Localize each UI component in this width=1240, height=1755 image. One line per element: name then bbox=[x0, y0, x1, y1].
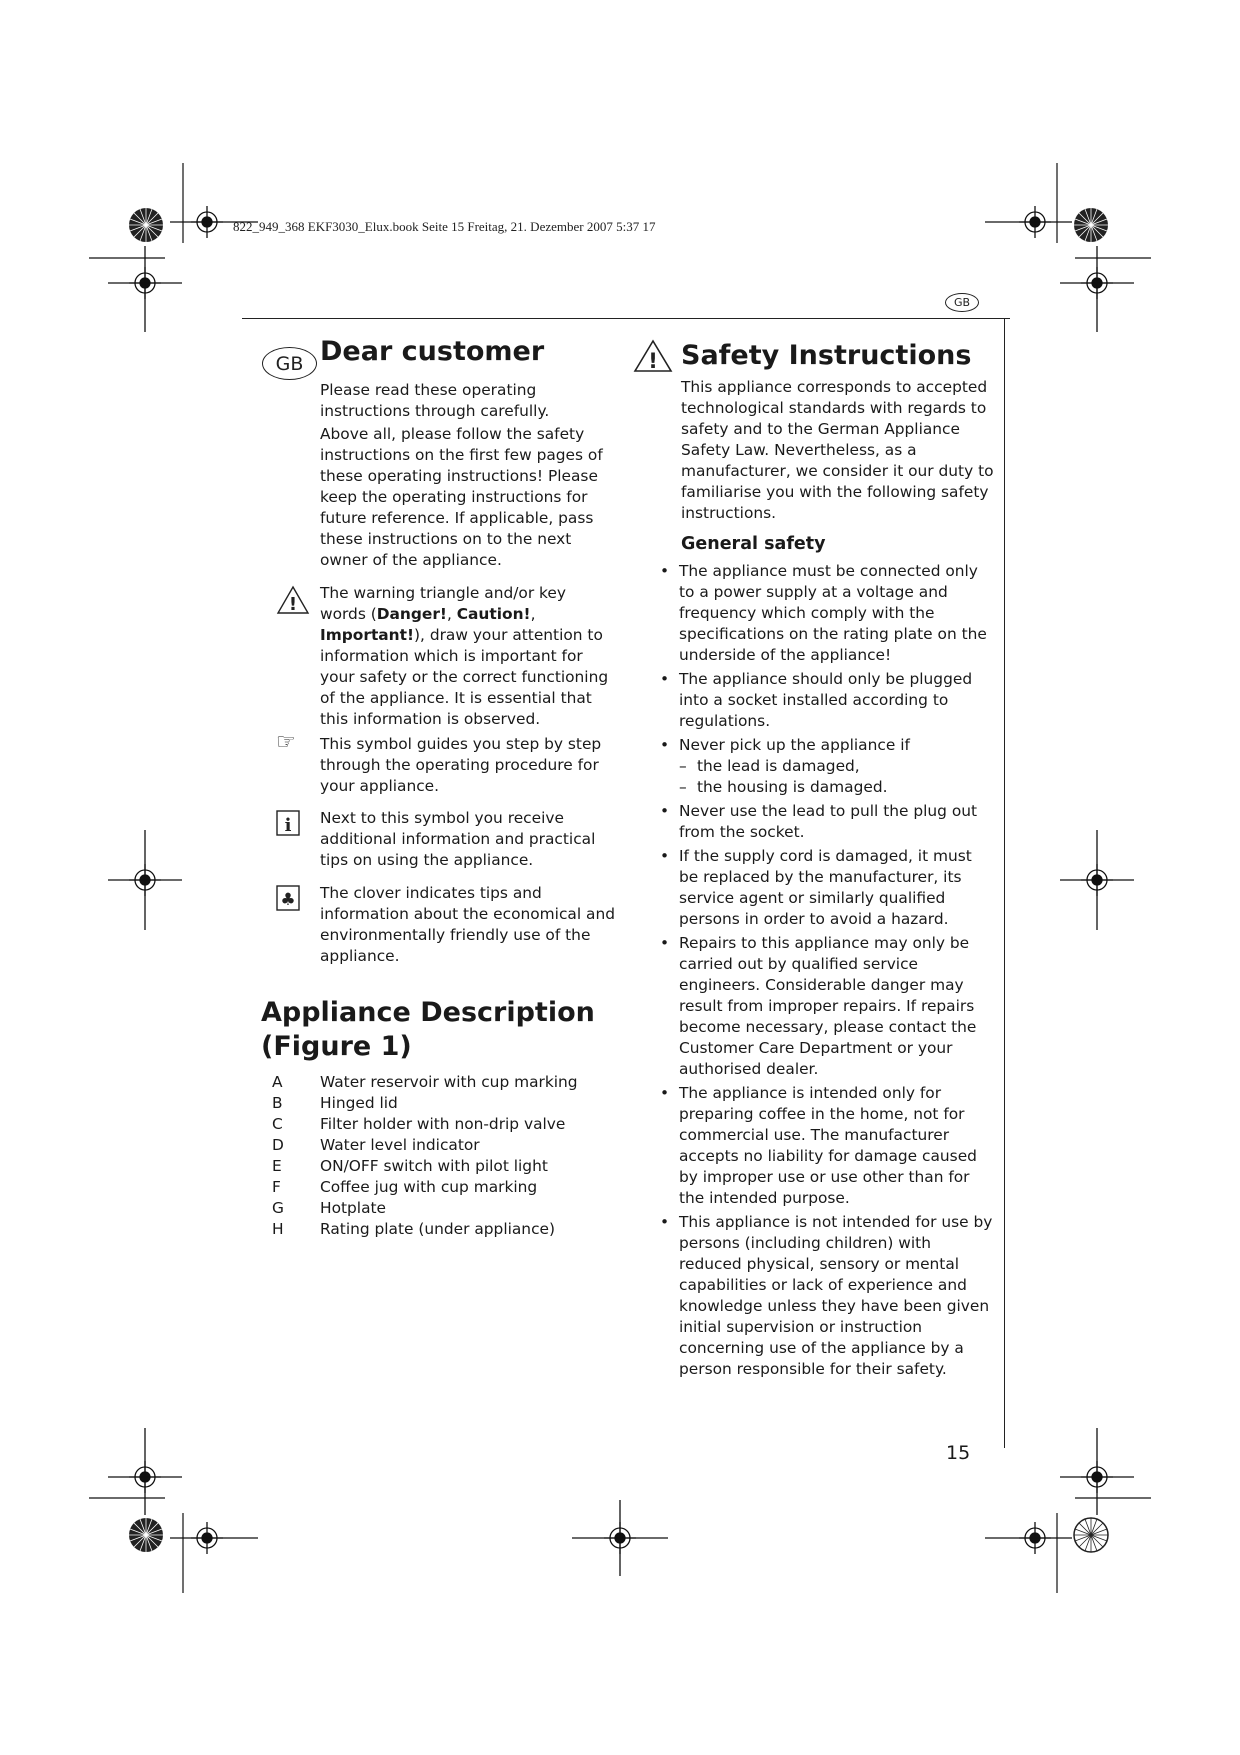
safety-bullet-text: • Never pick up the appliance if bbox=[679, 736, 910, 754]
warning-triangle-icon bbox=[276, 585, 310, 615]
legend-row bbox=[262, 1135, 622, 1156]
legend-letter: D bbox=[272, 1136, 284, 1154]
safety-bullet: • This appliance is not intended for use by persons (including children) with reduced physical, sensory or mental capabilities or lack of experience and knowledge unless they have been given initial supervision or instruction concerning use of the appliance by a person responsible for their safety. bbox=[660, 1212, 995, 1380]
intro-paragraph-1: Please read these operating instructions through carefully. bbox=[320, 381, 550, 420]
safety-bullet: • Never use the lead to pull the plug out from the socket. bbox=[660, 801, 995, 843]
keyword-caution: Caution! bbox=[456, 605, 531, 623]
svg-text:!: ! bbox=[648, 349, 658, 373]
right-rule bbox=[1004, 318, 1005, 1448]
language-badge-left bbox=[262, 347, 317, 380]
step-note bbox=[276, 730, 616, 797]
language-badge-label: GB bbox=[953, 296, 971, 309]
clover-note bbox=[276, 883, 616, 967]
legend-letter: F bbox=[272, 1178, 281, 1196]
page-number: 15 bbox=[946, 1442, 971, 1464]
legend-text: Water level indicator bbox=[320, 1136, 480, 1154]
clover-text: The clover indicates tips and information about the economical and environmentally friendly use of the appliance. bbox=[320, 884, 615, 965]
top-rule bbox=[242, 318, 1010, 319]
legend-text: Hinged lid bbox=[320, 1094, 398, 1112]
appliance-title-line-1: Appliance Description bbox=[261, 997, 595, 1028]
safety-bullet-with-subitems bbox=[660, 735, 995, 798]
legend-row bbox=[262, 1198, 622, 1219]
file-info-line: 822_949_368 EKF3030_Elux.book Seite 15 Freitag, 21. Dezember 2007 5:37 17 bbox=[233, 219, 656, 234]
safety-bullet: • The appliance must be connected only to a power supply at a voltage and frequency which comply with the specifications on the rating plate on the underside of the appliance! bbox=[660, 561, 995, 666]
keyword-danger: Danger! bbox=[376, 605, 447, 623]
warning-note bbox=[276, 583, 616, 730]
appliance-description-title bbox=[261, 996, 595, 1064]
keyword-important: Important! bbox=[320, 626, 415, 644]
legend-text: Hotplate bbox=[320, 1199, 387, 1217]
safety-bullet: • The appliance is intended only for preparing coffee in the home, not for commercial use. The manufacturer accepts no liability for damage caused by improper use or use other than for the intended purpose. bbox=[660, 1083, 995, 1209]
info-icon bbox=[276, 810, 300, 836]
safety-instructions-title: Safety Instructions bbox=[681, 340, 972, 371]
legend-text: Rating plate (under appliance) bbox=[320, 1220, 556, 1238]
language-badge-top bbox=[945, 293, 979, 312]
legend-letter: E bbox=[272, 1157, 282, 1175]
safety-intro: This appliance corresponds to accepted technological standards with regards to safety and to the German Appliance Safety Law. Nevertheless, as a manufacturer, we consider it our duty to familiarise you with the following safety instructions. bbox=[681, 378, 994, 522]
legend-text: Water reservoir with cup marking bbox=[320, 1073, 578, 1091]
parts-legend bbox=[262, 1072, 622, 1240]
legend-row bbox=[262, 1114, 622, 1135]
legend-letter: H bbox=[272, 1220, 284, 1238]
legend-letter: G bbox=[272, 1199, 284, 1217]
info-text: Next to this symbol you receive additional information and practical tips on using the appliance. bbox=[320, 809, 596, 869]
legend-letter: A bbox=[272, 1073, 283, 1091]
intro-paragraph-2: Above all, please follow the safety instructions on the first few pages of these operating instructions! Please keep the operating instructions for future reference. If applicable, pass these instructions on to the next owner of the appliance. bbox=[320, 425, 603, 569]
safety-bullet: • If the supply cord is damaged, it must be replaced by the manufacturer, its service agent or similarly qualified persons in order to avoid a hazard. bbox=[660, 846, 995, 930]
intro-section bbox=[320, 380, 616, 573]
legend-row bbox=[262, 1072, 622, 1093]
legend-letter: B bbox=[272, 1094, 283, 1112]
safety-bullet: • Repairs to this appliance may only be carried out by qualified service engineers. Considerable danger may result from improper repairs. If repairs become necessary, please contact the Customer Care Department or your authorised dealer. bbox=[660, 933, 995, 1080]
legend-text: ON/OFF switch with pilot light bbox=[320, 1157, 548, 1175]
legend-row bbox=[262, 1219, 622, 1240]
svg-text:♣: ♣ bbox=[280, 890, 296, 910]
clover-icon bbox=[276, 885, 300, 911]
safety-subitem: – the housing is damaged. bbox=[679, 777, 995, 798]
appliance-title-line-2: (Figure 1) bbox=[261, 1031, 412, 1062]
legend-text: Filter holder with non-drip valve bbox=[320, 1115, 566, 1133]
safety-subitem: – the lead is damaged, bbox=[679, 756, 995, 777]
language-badge-label: GB bbox=[275, 352, 304, 375]
svg-text:i: i bbox=[284, 815, 292, 836]
warning-text: The warning triangle and/or key words (Danger!, Caution!, Important!), draw your attention to information which is important for your safety or the correct functioning of the appliance. It is essential that this information is observed. bbox=[320, 584, 609, 728]
dear-customer-title: Dear customer bbox=[320, 336, 545, 367]
safety-bullet-list bbox=[660, 561, 995, 1380]
legend-row bbox=[262, 1177, 622, 1198]
safety-bullet: • The appliance should only be plugged into a socket installed according to regulations. bbox=[660, 669, 995, 732]
legend-row bbox=[262, 1156, 622, 1177]
safety-warning-triangle-icon bbox=[633, 339, 673, 373]
legend-text: Coffee jug with cup marking bbox=[320, 1178, 538, 1196]
step-text: This symbol guides you step by step through the operating procedure for your appliance. bbox=[320, 735, 602, 795]
pointing-hand-icon: ☞ bbox=[276, 730, 296, 755]
safety-section bbox=[660, 377, 995, 1383]
legend-row bbox=[262, 1093, 622, 1114]
info-note bbox=[276, 808, 616, 871]
svg-text:!: ! bbox=[288, 594, 298, 615]
general-safety-heading: General safety bbox=[681, 534, 826, 554]
legend-letter: C bbox=[272, 1115, 283, 1133]
